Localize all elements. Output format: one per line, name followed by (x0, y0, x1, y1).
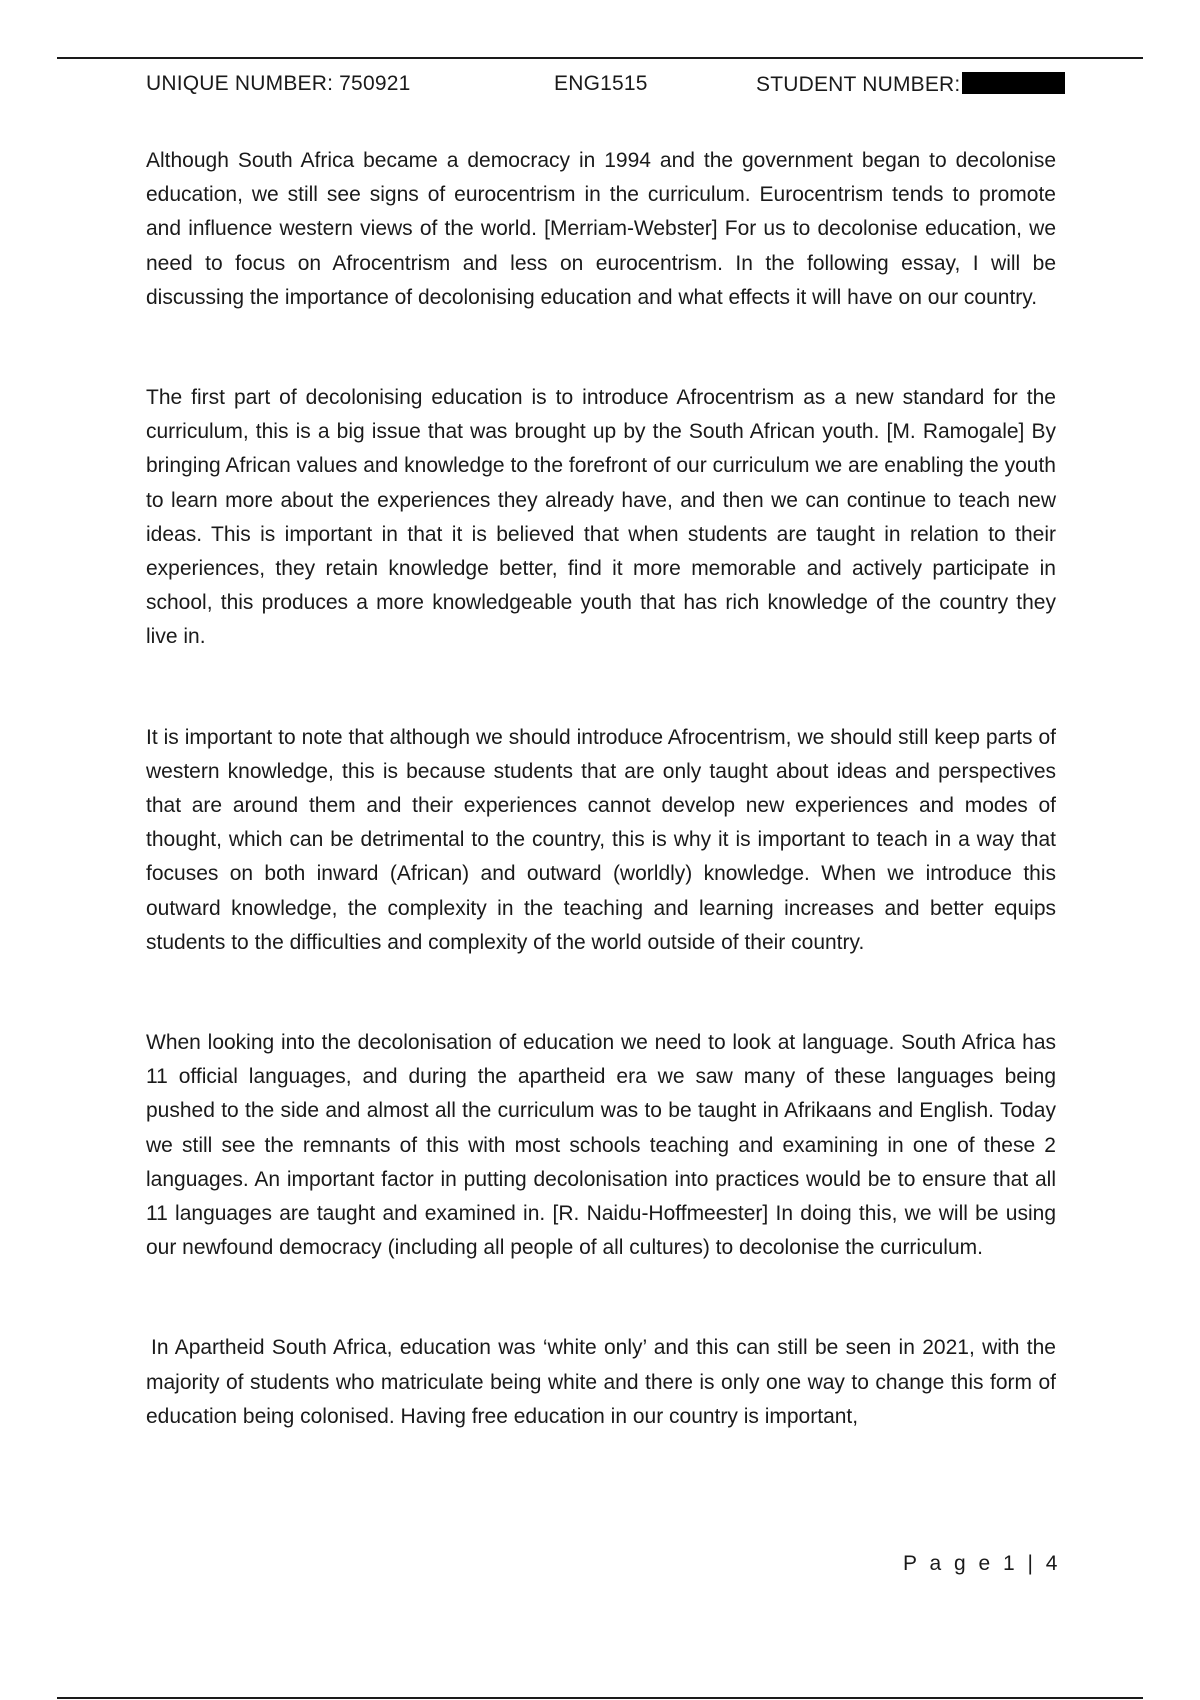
unique-number: UNIQUE NUMBER: 750921 (146, 72, 411, 95)
page-header (146, 72, 1056, 102)
paragraph-language: When looking into the decolonisation of education we need to look at language. South Africa has 11 official languages, and during the apartheid era we saw many of these languages being pushed to the side and almost all the curriculum was to be taught in Afrikaans and English. Today we still see the remnants of this with most schools teaching and examining in one of these 2 languages. An important factor in putting decolonisation into practices would be to ensure that all 11 languages are taught and examined in. [R. Naidu-Hoffmeester] In doing this, we will be using our newfound democracy (including all people of all cultures) to decolonise the curriculum. (146, 1031, 1056, 1260)
paragraph-afrocentrism: The first part of decolonising education is to introduce Afrocentrism as a new standard for the curriculum, this is a big issue that was brought up by the South African youth. [M. Ramogale] By bringing African values and knowledge to the forefront of our curriculum we are enabling the youth to learn more about the experiences they already have, and then we can continue to teach new ideas. This is important in that it is believed that when students are taught in relation to their experiences, they retain knowledge better, find it more memorable and actively participate in school, this produces a more knowledgeable youth that has rich knowledge of the country they live in. (146, 386, 1056, 649)
footer-rule (57, 1697, 1143, 1699)
redaction-bar (962, 72, 1065, 94)
page-number: P a g e 1 | 4 (903, 1552, 1061, 1575)
student-number-label: STUDENT NUMBER: (756, 73, 961, 96)
paragraph-apartheid-education: In Apartheid South Africa, education was ‘white only’ and this can still be seen in 2021, with the majority of students who matriculate being white and there is only one way to change this form of education being colonised. Having free education in our country is important, (146, 1336, 1056, 1428)
student-number (756, 72, 1065, 97)
course-code: ENG1515 (554, 72, 648, 95)
paragraph-intro: Although South Africa became a democracy in 1994 and the government began to decolonise education, we still see signs of eurocentrism in the curriculum. Eurocentrism tends to promote and influence western views of the world. [Merriam-Webster] For us to decolonise education, we need to focus on Afrocentrism and less on eurocentrism. In the following essay, I will be discussing the importance of decolonising education and what effects it will have on our country. (146, 149, 1056, 309)
essay-body (146, 144, 1056, 1434)
header-rule (57, 57, 1143, 59)
paragraph-western-knowledge: It is important to note that although we should introduce Afrocentrism, we should still keep parts of western knowledge, this is because students that are only taught about ideas and perspectives that are around them and their experiences cannot develop new experiences and modes of thought, which can be detrimental to the country, this is why it is important to teach in a way that focuses on both inward (African) and outward (worldly) knowledge. When we introduce this outward knowledge, the complexity in the teaching and learning increases and better equips students to the difficulties and complexity of the world outside of their country. (146, 725, 1056, 954)
